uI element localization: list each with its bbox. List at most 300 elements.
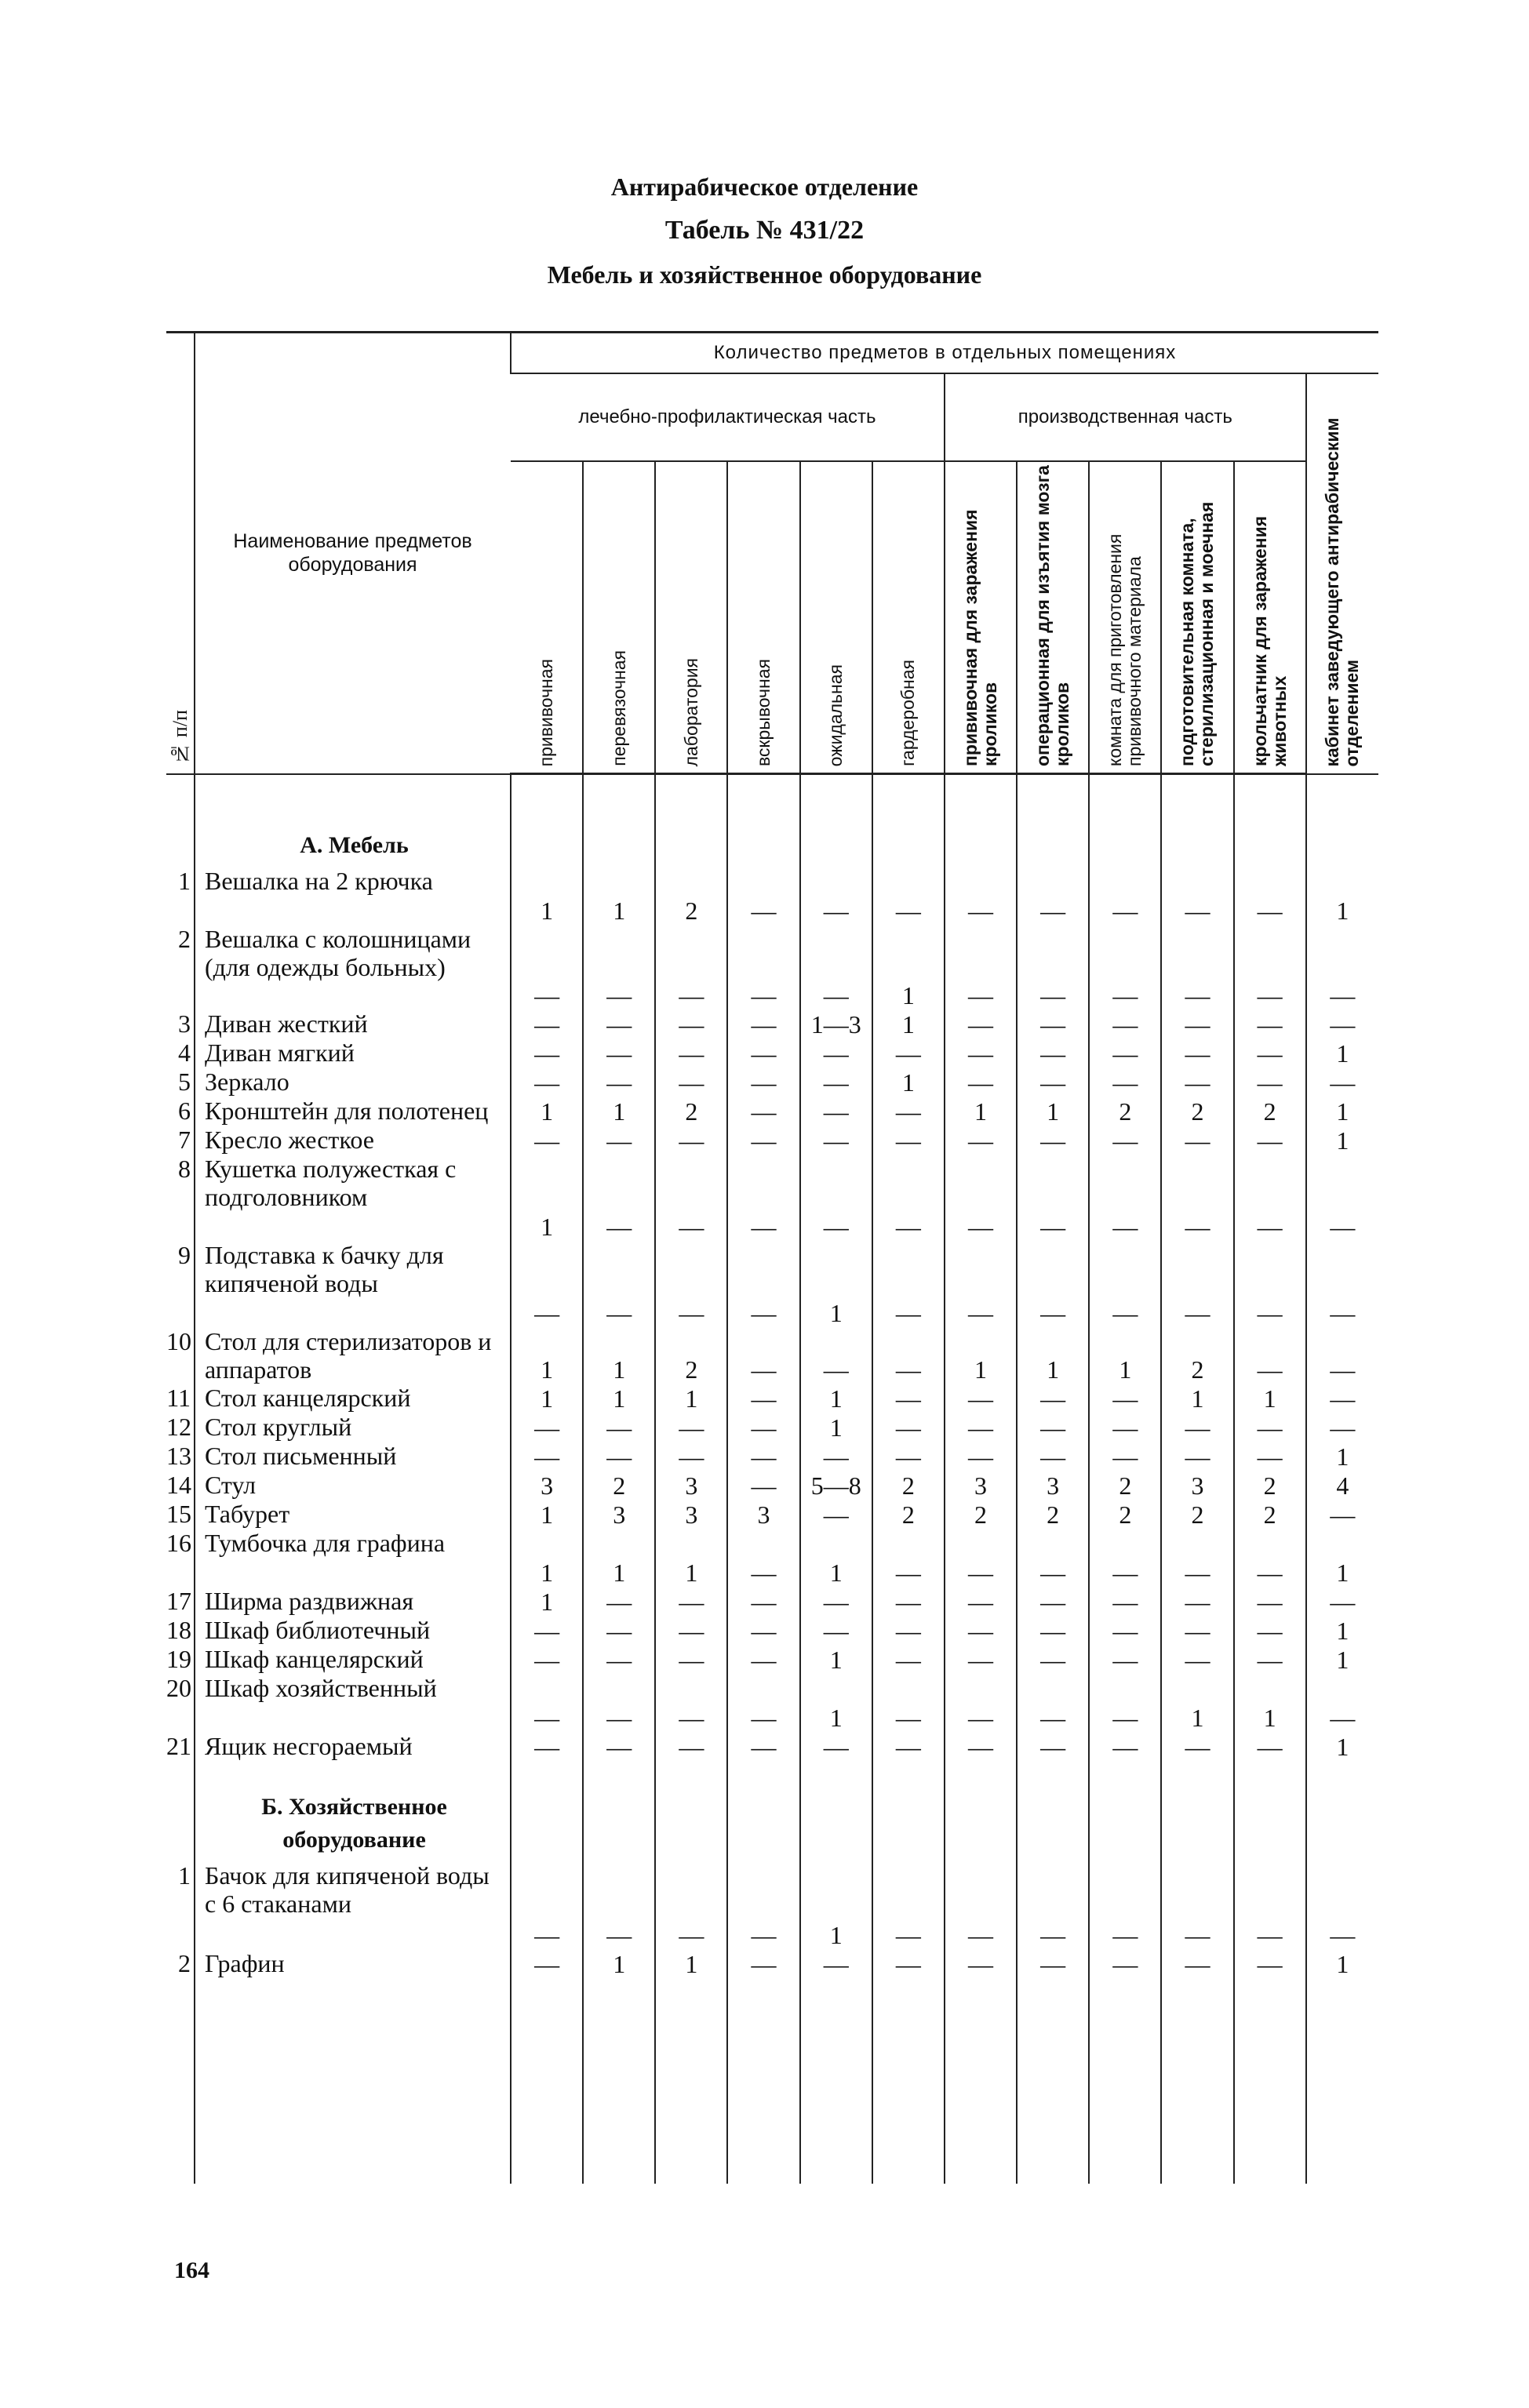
row-number: 17 xyxy=(166,1586,191,1615)
section-spacer-cell xyxy=(872,774,945,867)
quantity-cell: — xyxy=(1234,1038,1306,1068)
quantity-cell: — xyxy=(1306,1413,1378,1442)
quantity-cell: — xyxy=(800,1038,872,1068)
section-spacer-cell xyxy=(1089,774,1161,867)
table-row xyxy=(166,1126,1378,1155)
quantity-cell: — xyxy=(1234,1732,1306,1761)
quantity-cell: — xyxy=(945,1587,1017,1616)
table-row xyxy=(166,1068,1378,1097)
quantity-cell: 1 xyxy=(511,1097,583,1126)
quantity-cell: 1 xyxy=(655,1949,727,1978)
col-header-room-1: прививочная xyxy=(511,461,583,774)
quantity-cell: — xyxy=(1234,1949,1306,1978)
quantity-cell: — xyxy=(1306,1587,1378,1616)
section-spacer-cell xyxy=(1161,774,1233,867)
quantity-cell: — xyxy=(1017,1038,1089,1068)
table-row xyxy=(166,1097,1378,1126)
quantity-cell: — xyxy=(655,1616,727,1645)
item-name: Бачок для кипяченой воды с 6 стаканами xyxy=(195,1861,511,1949)
quantity-cell: 1 xyxy=(1161,1674,1233,1732)
quantity-cell: — xyxy=(1306,1068,1378,1097)
quantity-cell: — xyxy=(1089,1587,1161,1616)
quantity-cell: 1 xyxy=(1306,1645,1378,1674)
item-name: Зеркало xyxy=(195,1068,511,1097)
quantity-cell: — xyxy=(800,1732,872,1761)
quantity-cell: — xyxy=(872,1126,945,1155)
filler-cell xyxy=(1306,1978,1378,2184)
section-spacer-cell xyxy=(511,774,583,867)
quantity-cell: — xyxy=(872,1529,945,1587)
quantity-cell: — xyxy=(872,1413,945,1442)
quantity-cell: 1 xyxy=(583,1327,655,1384)
quantity-cell: — xyxy=(1017,1068,1089,1097)
col-header-group-production: производственная часть xyxy=(945,373,1306,461)
quantity-cell: — xyxy=(655,1413,727,1442)
quantity-cell: — xyxy=(1161,1645,1233,1674)
quantity-cell: — xyxy=(655,1068,727,1097)
item-name: Стол письменный xyxy=(195,1442,511,1471)
quantity-cell: — xyxy=(1234,867,1306,925)
quantity-cell: 1 xyxy=(945,1327,1017,1384)
quantity-cell: 1 xyxy=(583,1949,655,1978)
quantity-cell: — xyxy=(872,1384,945,1413)
table-row xyxy=(166,1413,1378,1442)
quantity-cell: 2 xyxy=(1089,1471,1161,1500)
quantity-cell: 1 xyxy=(800,1529,872,1587)
quantity-cell: — xyxy=(511,1861,583,1949)
quantity-cell: 2 xyxy=(1234,1500,1306,1529)
filler-cell xyxy=(583,1978,655,2184)
row-number: 2 xyxy=(178,1948,191,1977)
table-body xyxy=(166,774,1378,2184)
quantity-cell: 1 xyxy=(800,1645,872,1674)
quantity-cell: — xyxy=(945,1529,1017,1587)
quantity-cell: 2 xyxy=(1161,1327,1233,1384)
quantity-cell: — xyxy=(1017,1616,1089,1645)
quantity-cell: 1 xyxy=(1017,1097,1089,1126)
quantity-cell: — xyxy=(727,1155,799,1241)
col-header-room-12: кабинет заведующего антирабическим отделением xyxy=(1306,373,1378,774)
quantity-cell: — xyxy=(655,1587,727,1616)
quantity-cell: — xyxy=(1161,1009,1233,1038)
quantity-cell: — xyxy=(1161,1529,1233,1587)
col-header-room-11: крольчатник для заражения животных xyxy=(1234,461,1306,774)
quantity-cell: — xyxy=(1089,1861,1161,1949)
row-number: 21 xyxy=(166,1731,191,1760)
section-spacer-cell xyxy=(800,774,872,867)
section-title: Б. Хозяйственное оборудование xyxy=(195,1761,511,1861)
quantity-cell: — xyxy=(1017,1413,1089,1442)
quantity-cell: — xyxy=(511,1645,583,1674)
quantity-cell: 3 xyxy=(655,1471,727,1500)
quantity-cell: — xyxy=(1089,1645,1161,1674)
quantity-cell: 1 xyxy=(511,1529,583,1587)
quantity-cell: — xyxy=(1089,1009,1161,1038)
quantity-cell: — xyxy=(945,867,1017,925)
section-spacer-cell xyxy=(1161,1761,1233,1861)
col-header-room-8: операционная для изъятия мозга кроликов xyxy=(1017,461,1089,774)
quantity-cell: 1 xyxy=(511,1327,583,1384)
quantity-cell: 1 xyxy=(511,867,583,925)
quantity-cell: — xyxy=(1234,1009,1306,1038)
quantity-cell: — xyxy=(872,1038,945,1068)
filler-cell xyxy=(1017,1978,1089,2184)
quantity-cell: — xyxy=(1089,867,1161,925)
item-name: Диван жесткий xyxy=(195,1009,511,1038)
quantity-cell: — xyxy=(945,1413,1017,1442)
quantity-cell: — xyxy=(1089,1413,1161,1442)
quantity-cell: — xyxy=(727,1097,799,1126)
quantity-cell: — xyxy=(1234,1645,1306,1674)
department-title: Антирабическое отделение xyxy=(610,173,919,201)
quantity-cell: — xyxy=(583,925,655,1009)
quantity-cell: — xyxy=(800,1587,872,1616)
quantity-cell: — xyxy=(800,925,872,1009)
quantity-cell: — xyxy=(1161,1155,1233,1241)
quantity-cell: 1 xyxy=(511,1587,583,1616)
quantity-cell: — xyxy=(1089,1732,1161,1761)
quantity-cell: — xyxy=(872,1949,945,1978)
quantity-cell: — xyxy=(727,1949,799,1978)
filler-cell xyxy=(166,1978,195,2184)
quantity-cell: — xyxy=(1306,925,1378,1009)
filler-row xyxy=(166,1978,1378,2184)
quantity-cell: — xyxy=(1306,1384,1378,1413)
section-spacer-cell xyxy=(511,1761,583,1861)
table-row xyxy=(166,1949,1378,1978)
quantity-cell: — xyxy=(727,867,799,925)
quantity-cell: 3 xyxy=(945,1471,1017,1500)
quantity-cell: — xyxy=(1161,1413,1233,1442)
quantity-cell: 1 xyxy=(511,1155,583,1241)
table-row xyxy=(166,1009,1378,1038)
quantity-cell: — xyxy=(511,1068,583,1097)
quantity-cell: — xyxy=(1306,1327,1378,1384)
quantity-cell: 2 xyxy=(655,1327,727,1384)
table-row xyxy=(166,1471,1378,1500)
row-number: 6 xyxy=(178,1096,191,1125)
section-spacer-cell xyxy=(655,1761,727,1861)
quantity-cell: — xyxy=(1161,1732,1233,1761)
item-name: Шкаф хозяйственный xyxy=(195,1674,511,1732)
quantity-cell: — xyxy=(1017,1384,1089,1413)
row-number: 1 xyxy=(178,866,191,895)
quantity-cell: 1 xyxy=(1089,1327,1161,1384)
quantity-cell: — xyxy=(727,1529,799,1587)
quantity-cell: 1 xyxy=(1306,1949,1378,1978)
quantity-cell: — xyxy=(800,867,872,925)
col-header-room-9: комната для приготовления прививочного материала xyxy=(1089,461,1161,774)
quantity-cell: — xyxy=(511,1413,583,1442)
quantity-cell: — xyxy=(511,1442,583,1471)
quantity-cell: — xyxy=(800,1949,872,1978)
table-row xyxy=(166,1674,1378,1732)
quantity-cell: 1 xyxy=(800,1413,872,1442)
quantity-cell: — xyxy=(1234,925,1306,1009)
section-spacer-cell xyxy=(1017,774,1089,867)
quantity-cell: — xyxy=(872,1097,945,1126)
section-spacer-cell xyxy=(583,774,655,867)
quantity-cell: 2 xyxy=(655,1097,727,1126)
quantity-cell: — xyxy=(1161,1241,1233,1327)
quantity-cell: — xyxy=(872,1442,945,1471)
section-spacer-cell xyxy=(1306,774,1378,867)
row-number: 19 xyxy=(166,1644,191,1673)
col-header-number: № п/п xyxy=(166,333,195,774)
filler-cell xyxy=(1234,1978,1306,2184)
quantity-cell: 1 xyxy=(945,1097,1017,1126)
table-row xyxy=(166,1732,1378,1761)
quantity-cell: — xyxy=(872,1241,945,1327)
item-name: Графин xyxy=(195,1949,511,1978)
row-number: 4 xyxy=(178,1038,191,1067)
quantity-cell: — xyxy=(1089,1529,1161,1587)
item-name: Тумбочка для графина xyxy=(195,1529,511,1587)
quantity-cell: — xyxy=(1306,1861,1378,1949)
quantity-cell: — xyxy=(727,1327,799,1384)
quantity-cell: — xyxy=(583,1442,655,1471)
quantity-cell: 1 xyxy=(1306,867,1378,925)
quantity-cell: 5—8 xyxy=(800,1471,872,1500)
quantity-cell: — xyxy=(511,1732,583,1761)
quantity-cell: 1 xyxy=(1306,1442,1378,1471)
quantity-cell: — xyxy=(945,1155,1017,1241)
quantity-cell: — xyxy=(1161,1126,1233,1155)
quantity-cell: — xyxy=(1234,1241,1306,1327)
item-name: Вешалка с колошницами (для одежды больных) xyxy=(195,925,511,1009)
row-number: 15 xyxy=(166,1499,191,1528)
section-spacer-cell xyxy=(655,774,727,867)
quantity-cell: — xyxy=(727,1674,799,1732)
quantity-cell: 1—3 xyxy=(800,1009,872,1038)
quantity-cell: — xyxy=(1089,1949,1161,1978)
quantity-cell: — xyxy=(727,1861,799,1949)
equipment-table xyxy=(166,331,1378,2184)
row-number: 3 xyxy=(178,1009,191,1038)
section-spacer-cell xyxy=(1234,1761,1306,1861)
quantity-cell: 2 xyxy=(1234,1097,1306,1126)
section-spacer-cell xyxy=(1234,774,1306,867)
quantity-cell: — xyxy=(1017,1126,1089,1155)
col-header-room-4: вскрывочная xyxy=(727,461,799,774)
quantity-cell: — xyxy=(1234,1068,1306,1097)
quantity-cell: — xyxy=(655,1038,727,1068)
quantity-cell: 1 xyxy=(800,1384,872,1413)
quantity-cell: — xyxy=(583,1674,655,1732)
table-subject: Мебель и хозяйственное оборудование xyxy=(547,260,982,289)
quantity-cell: — xyxy=(1161,1442,1233,1471)
quantity-cell: 2 xyxy=(1234,1471,1306,1500)
quantity-cell: — xyxy=(1017,1442,1089,1471)
quantity-cell: — xyxy=(1017,867,1089,925)
quantity-cell: — xyxy=(655,1645,727,1674)
quantity-cell: — xyxy=(583,1413,655,1442)
col-header-room-3: лаборатория xyxy=(655,461,727,774)
quantity-cell: — xyxy=(1017,1241,1089,1327)
quantity-cell: 2 xyxy=(655,867,727,925)
quantity-cell: — xyxy=(1089,1155,1161,1241)
quantity-cell: 1 xyxy=(800,1674,872,1732)
quantity-cell: — xyxy=(1089,1384,1161,1413)
quantity-cell: — xyxy=(800,1097,872,1126)
item-name: Подставка к бачку для кипяченой воды xyxy=(195,1241,511,1327)
quantity-cell: 1 xyxy=(583,1529,655,1587)
quantity-cell: — xyxy=(1017,1949,1089,1978)
quantity-cell: 3 xyxy=(511,1471,583,1500)
quantity-cell: — xyxy=(1017,1587,1089,1616)
table-row xyxy=(166,1529,1378,1587)
quantity-cell: — xyxy=(800,1068,872,1097)
quantity-cell: 1 xyxy=(872,925,945,1009)
quantity-cell: — xyxy=(1017,1529,1089,1587)
quantity-cell: — xyxy=(583,1732,655,1761)
section-spacer-cell xyxy=(872,1761,945,1861)
quantity-cell: — xyxy=(1306,1674,1378,1732)
quantity-cell: 1 xyxy=(583,867,655,925)
quantity-cell: — xyxy=(511,1241,583,1327)
table-row xyxy=(166,1442,1378,1471)
page-number: 164 xyxy=(174,2257,209,2283)
col-header-group-medical: лечебно-профилактическая часть xyxy=(511,373,945,461)
quantity-cell: — xyxy=(1306,1500,1378,1529)
quantity-cell: 2 xyxy=(872,1500,945,1529)
row-number: 5 xyxy=(178,1067,191,1096)
quantity-cell: 1 xyxy=(1306,1616,1378,1645)
section-spacer-cell xyxy=(1089,1761,1161,1861)
quantity-cell: 3 xyxy=(1017,1471,1089,1500)
page-header xyxy=(0,165,1529,296)
quantity-cell: — xyxy=(800,1616,872,1645)
item-name: Кронштейн для полотенец xyxy=(195,1097,511,1126)
quantity-cell: — xyxy=(1017,1732,1089,1761)
row-number: 1 xyxy=(178,1861,191,1890)
section-spacer-cell xyxy=(945,1761,1017,1861)
quantity-cell: — xyxy=(1089,1616,1161,1645)
section-spacer-number xyxy=(166,774,195,867)
quantity-cell: — xyxy=(583,1155,655,1241)
quantity-cell: — xyxy=(727,925,799,1009)
quantity-cell: — xyxy=(945,1442,1017,1471)
quantity-cell: 1 xyxy=(655,1529,727,1587)
quantity-cell: — xyxy=(1234,1327,1306,1384)
quantity-cell: — xyxy=(945,1126,1017,1155)
quantity-cell: — xyxy=(1017,1155,1089,1241)
quantity-cell: 1 xyxy=(872,1068,945,1097)
quantity-cell: — xyxy=(945,1038,1017,1068)
quantity-cell: 2 xyxy=(1017,1500,1089,1529)
quantity-cell: — xyxy=(655,1009,727,1038)
item-name: Ящик несгораемый xyxy=(195,1732,511,1761)
quantity-cell: — xyxy=(655,1442,727,1471)
quantity-cell: — xyxy=(727,1009,799,1038)
col-header-room-10: подготовительная комната, стерилизационная и моечная xyxy=(1161,461,1233,774)
quantity-cell: — xyxy=(1017,1009,1089,1038)
section-row xyxy=(166,1761,1378,1861)
quantity-cell: — xyxy=(945,1241,1017,1327)
quantity-cell: — xyxy=(511,925,583,1009)
item-name: Кушетка полужесткая с подголовником xyxy=(195,1155,511,1241)
quantity-cell: 1 xyxy=(1306,1732,1378,1761)
row-number: 9 xyxy=(178,1240,191,1269)
quantity-cell: — xyxy=(1234,1155,1306,1241)
quantity-cell: 2 xyxy=(945,1500,1017,1529)
quantity-cell: 3 xyxy=(655,1500,727,1529)
section-spacer-cell xyxy=(583,1761,655,1861)
schedule-number: Табель № 431/22 xyxy=(664,216,865,245)
quantity-cell: 1 xyxy=(1306,1529,1378,1587)
quantity-cell: — xyxy=(583,1241,655,1327)
quantity-cell: — xyxy=(583,1126,655,1155)
quantity-cell: — xyxy=(511,1009,583,1038)
item-name: Шкаф библиотечный xyxy=(195,1616,511,1645)
table-row xyxy=(166,1038,1378,1068)
row-number: 7 xyxy=(178,1125,191,1154)
quantity-cell: 1 xyxy=(583,1384,655,1413)
quantity-cell: — xyxy=(872,1327,945,1384)
filler-cell xyxy=(1089,1978,1161,2184)
quantity-cell: 1 xyxy=(1017,1327,1089,1384)
quantity-cell: — xyxy=(583,1068,655,1097)
quantity-cell: 1 xyxy=(1234,1384,1306,1413)
quantity-cell: — xyxy=(1089,1126,1161,1155)
quantity-cell: — xyxy=(872,1587,945,1616)
item-name: Шкаф канцелярский xyxy=(195,1645,511,1674)
table-row xyxy=(166,1500,1378,1529)
quantity-cell: — xyxy=(872,1732,945,1761)
quantity-cell: 2 xyxy=(583,1471,655,1500)
quantity-cell: — xyxy=(583,1616,655,1645)
quantity-cell: — xyxy=(1234,1616,1306,1645)
quantity-cell: — xyxy=(727,1413,799,1442)
quantity-cell: 2 xyxy=(1161,1097,1233,1126)
quantity-cell: — xyxy=(1161,867,1233,925)
quantity-cell: — xyxy=(1089,1442,1161,1471)
quantity-cell: — xyxy=(1234,1413,1306,1442)
filler-cell xyxy=(655,1978,727,2184)
quantity-cell: — xyxy=(1017,1861,1089,1949)
item-name: Диван мягкий xyxy=(195,1038,511,1068)
quantity-cell: 1 xyxy=(655,1384,727,1413)
quantity-cell: — xyxy=(800,1155,872,1241)
quantity-cell: — xyxy=(655,1155,727,1241)
item-name: Стол круглый xyxy=(195,1413,511,1442)
quantity-cell: — xyxy=(1161,1038,1233,1068)
quantity-cell: — xyxy=(1306,1241,1378,1327)
col-header-room-5: ожидальная xyxy=(800,461,872,774)
item-name: Табурет xyxy=(195,1500,511,1529)
quantity-cell: — xyxy=(1234,1587,1306,1616)
row-number: 20 xyxy=(166,1673,191,1702)
quantity-cell: 1 xyxy=(1161,1384,1233,1413)
quantity-cell: — xyxy=(727,1471,799,1500)
quantity-cell: — xyxy=(727,1068,799,1097)
row-number: 18 xyxy=(166,1615,191,1644)
quantity-cell: — xyxy=(511,1674,583,1732)
row-number: 2 xyxy=(178,924,191,953)
quantity-cell: — xyxy=(727,1038,799,1068)
section-spacer-cell xyxy=(1017,1761,1089,1861)
filler-cell xyxy=(511,1978,583,2184)
col-header-room-2: перевязочная xyxy=(583,461,655,774)
quantity-cell: 1 xyxy=(800,1861,872,1949)
section-title: А. Мебель xyxy=(195,774,511,867)
quantity-cell: — xyxy=(1161,1587,1233,1616)
section-spacer-cell xyxy=(945,774,1017,867)
section-spacer-cell xyxy=(800,1761,872,1861)
quantity-cell: — xyxy=(1234,1529,1306,1587)
quantity-cell: — xyxy=(655,1674,727,1732)
quantity-cell: — xyxy=(1089,1068,1161,1097)
